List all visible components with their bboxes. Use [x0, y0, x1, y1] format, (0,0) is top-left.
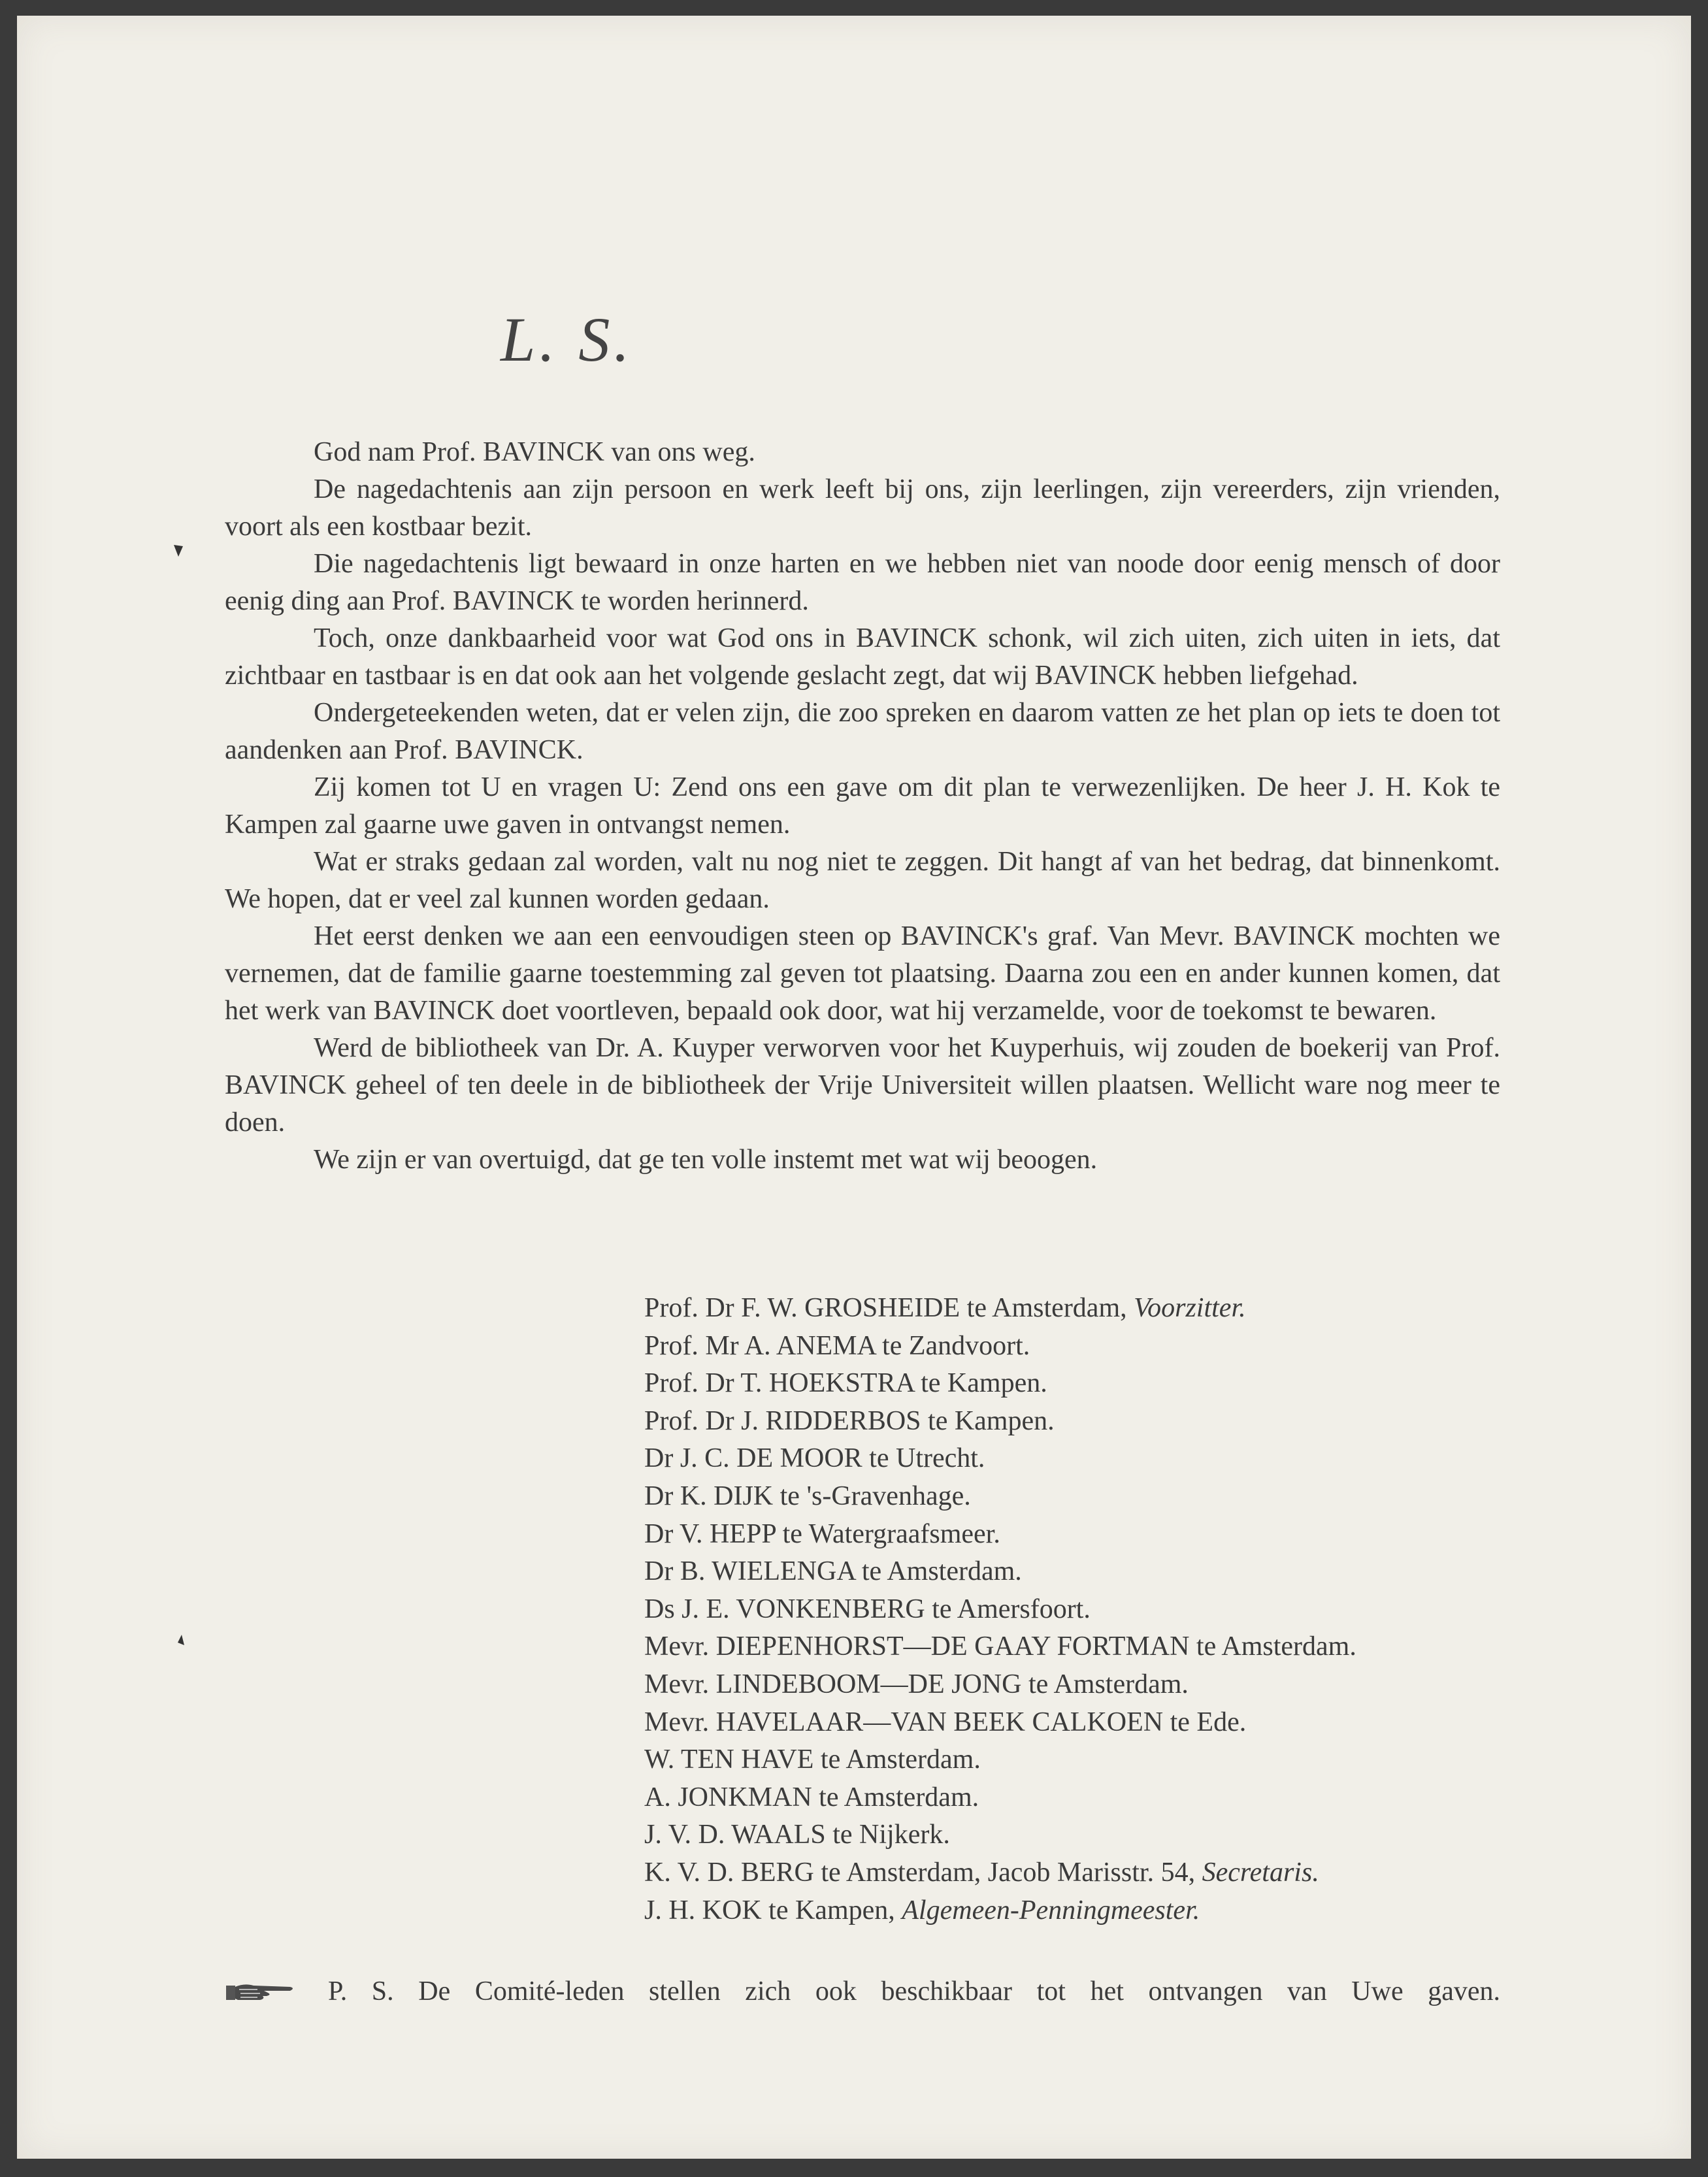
committee-member — [644, 1365, 1356, 1403]
pointing-hand-icon — [225, 1980, 297, 2004]
member-role: Algemeen-Penningmeester. — [902, 1895, 1200, 1925]
member-name: Prof. Dr F. W. GROSHEIDE te Amsterdam, — [644, 1293, 1127, 1323]
committee-member — [644, 1741, 1356, 1779]
margin-mark — [172, 544, 184, 558]
paragraph: Werd de bibliotheek van Dr. A. Kuyper verworven voor het Kuyperhuis, wij zouden de boekerij van Prof. BAVINCK geheel of ten deele in de bibliotheek der Vrije Universiteit willen plaatsen. Wellicht ware nog meer te doen. — [225, 1033, 1500, 1138]
committee-member — [644, 1591, 1356, 1629]
member-name: K. V. D. BERG te Amsterdam, Jacob Marisstr. 54, — [644, 1857, 1196, 1888]
postscript-text: P. S. De Comité-leden stellen zich ook beschikbaar tot het ontvangen van Uwe gaven. — [328, 1976, 1500, 2006]
document-page — [17, 16, 1691, 2159]
member-name: Dr J. C. DE MOOR te Utrecht. — [644, 1443, 985, 1474]
member-name: J. H. KOK te Kampen, — [644, 1895, 895, 1925]
paragraph: Die nagedachtenis ligt bewaard in onze harten en we hebben niet van noode door eenig mensch of door eenig ding aan Prof. BAVINCK te worden herinnerd. — [225, 549, 1500, 616]
member-role: Voorzitter. — [1134, 1293, 1246, 1323]
committee-member — [644, 1440, 1356, 1478]
committee-member — [644, 1290, 1356, 1328]
member-name: Mevr. DIEPENHORST—DE GAAY FORTMAN te Amsterdam. — [644, 1631, 1356, 1662]
committee-member — [644, 1892, 1356, 1930]
paragraph: God nam Prof. BAVINCK van ons weg. — [314, 437, 755, 467]
committee-member — [644, 1816, 1356, 1854]
member-name: Prof. Dr J. RIDDERBOS te Kampen. — [644, 1405, 1055, 1436]
member-name: Dr V. HEPP te Watergraafsmeer. — [644, 1518, 1000, 1549]
committee-member — [644, 1666, 1356, 1704]
member-name: Prof. Dr T. HOEKSTRA te Kampen. — [644, 1368, 1047, 1399]
committee-member — [644, 1779, 1356, 1817]
committee-member — [644, 1478, 1356, 1516]
member-name: Mevr. HAVELAAR—VAN BEEK CALKOEN te Ede. — [644, 1707, 1247, 1737]
member-name: Dr K. DIJK te 's-Gravenhage. — [644, 1481, 971, 1511]
paragraph: Wat er straks gedaan zal worden, valt nu nog niet te zeggen. Dit hangt af van het bedrag, dat binnenkomt. We hopen, dat er veel zal kunnen worden gedaan. — [225, 847, 1500, 914]
paragraph: Zij komen tot U en vragen U: Zend ons een gave om dit plan te verwezenlijken. De heer J. H. Kok te Kampen zal gaarne uwe gaven in ontvangst nemen. — [225, 772, 1500, 840]
paragraph: Ondergeteekenden weten, dat er velen zijn, die zoo spreken en daarom vatten ze het plan op iets te doen tot aandenken aan Prof. BAVINCK. — [225, 698, 1500, 765]
committee-list — [644, 1290, 1356, 1929]
paragraph: De nagedachtenis aan zijn persoon en werk leeft bij ons, zijn leerlingen, zijn vereerders, zijn vrienden, voort als een kostbaar bezit. — [225, 474, 1500, 542]
document-title: L. S. — [501, 304, 634, 374]
margin-mark — [175, 1633, 187, 1648]
paragraph: Het eerst denken we aan een eenvoudigen steen op BAVINCK's graf. Van Mevr. BAVINCK mochten we vernemen, dat de familie gaarne toestemming zal geven tot plaatsing. Daarna zou een en ander kunnen komen, dat het werk van BAVINCK doet voortleven, bepaald ook door, wat hij verzamelde, voor de toekomst te bewaren. — [225, 921, 1500, 1026]
letter-body — [225, 434, 1500, 1179]
member-name: A. JONKMAN te Amsterdam. — [644, 1782, 979, 1812]
member-name: Mevr. LINDEBOOM—DE JONG te Amsterdam. — [644, 1669, 1189, 1699]
committee-member — [644, 1628, 1356, 1666]
paragraph: We zijn er van overtuigd, dat ge ten volle instemt met wat wij beoogen. — [314, 1145, 1098, 1175]
member-name: Ds J. E. VONKENBERG te Amersfoort. — [644, 1594, 1091, 1624]
committee-member — [644, 1553, 1356, 1591]
committee-member — [644, 1328, 1356, 1366]
member-name: J. V. D. WAALS te Nijkerk. — [644, 1820, 950, 1850]
member-name: W. TEN HAVE te Amsterdam. — [644, 1744, 981, 1775]
member-role: Secretaris. — [1202, 1857, 1319, 1888]
committee-member — [644, 1403, 1356, 1441]
committee-member — [644, 1516, 1356, 1554]
postscript — [225, 1973, 1500, 2010]
committee-member — [644, 1854, 1356, 1892]
member-name: Dr B. WIELENGA te Amsterdam. — [644, 1556, 1022, 1587]
committee-member — [644, 1704, 1356, 1742]
member-name: Prof. Mr A. ANEMA te Zandvoort. — [644, 1330, 1030, 1361]
paragraph: Toch, onze dankbaarheid voor wat God ons in BAVINCK schonk, wil zich uiten, zich uiten in iets, dat zichtbaar en tastbaar is en dat ook aan het volgende geslacht zegt, dat wij BAVINCK hebben liefgehad. — [225, 623, 1500, 691]
